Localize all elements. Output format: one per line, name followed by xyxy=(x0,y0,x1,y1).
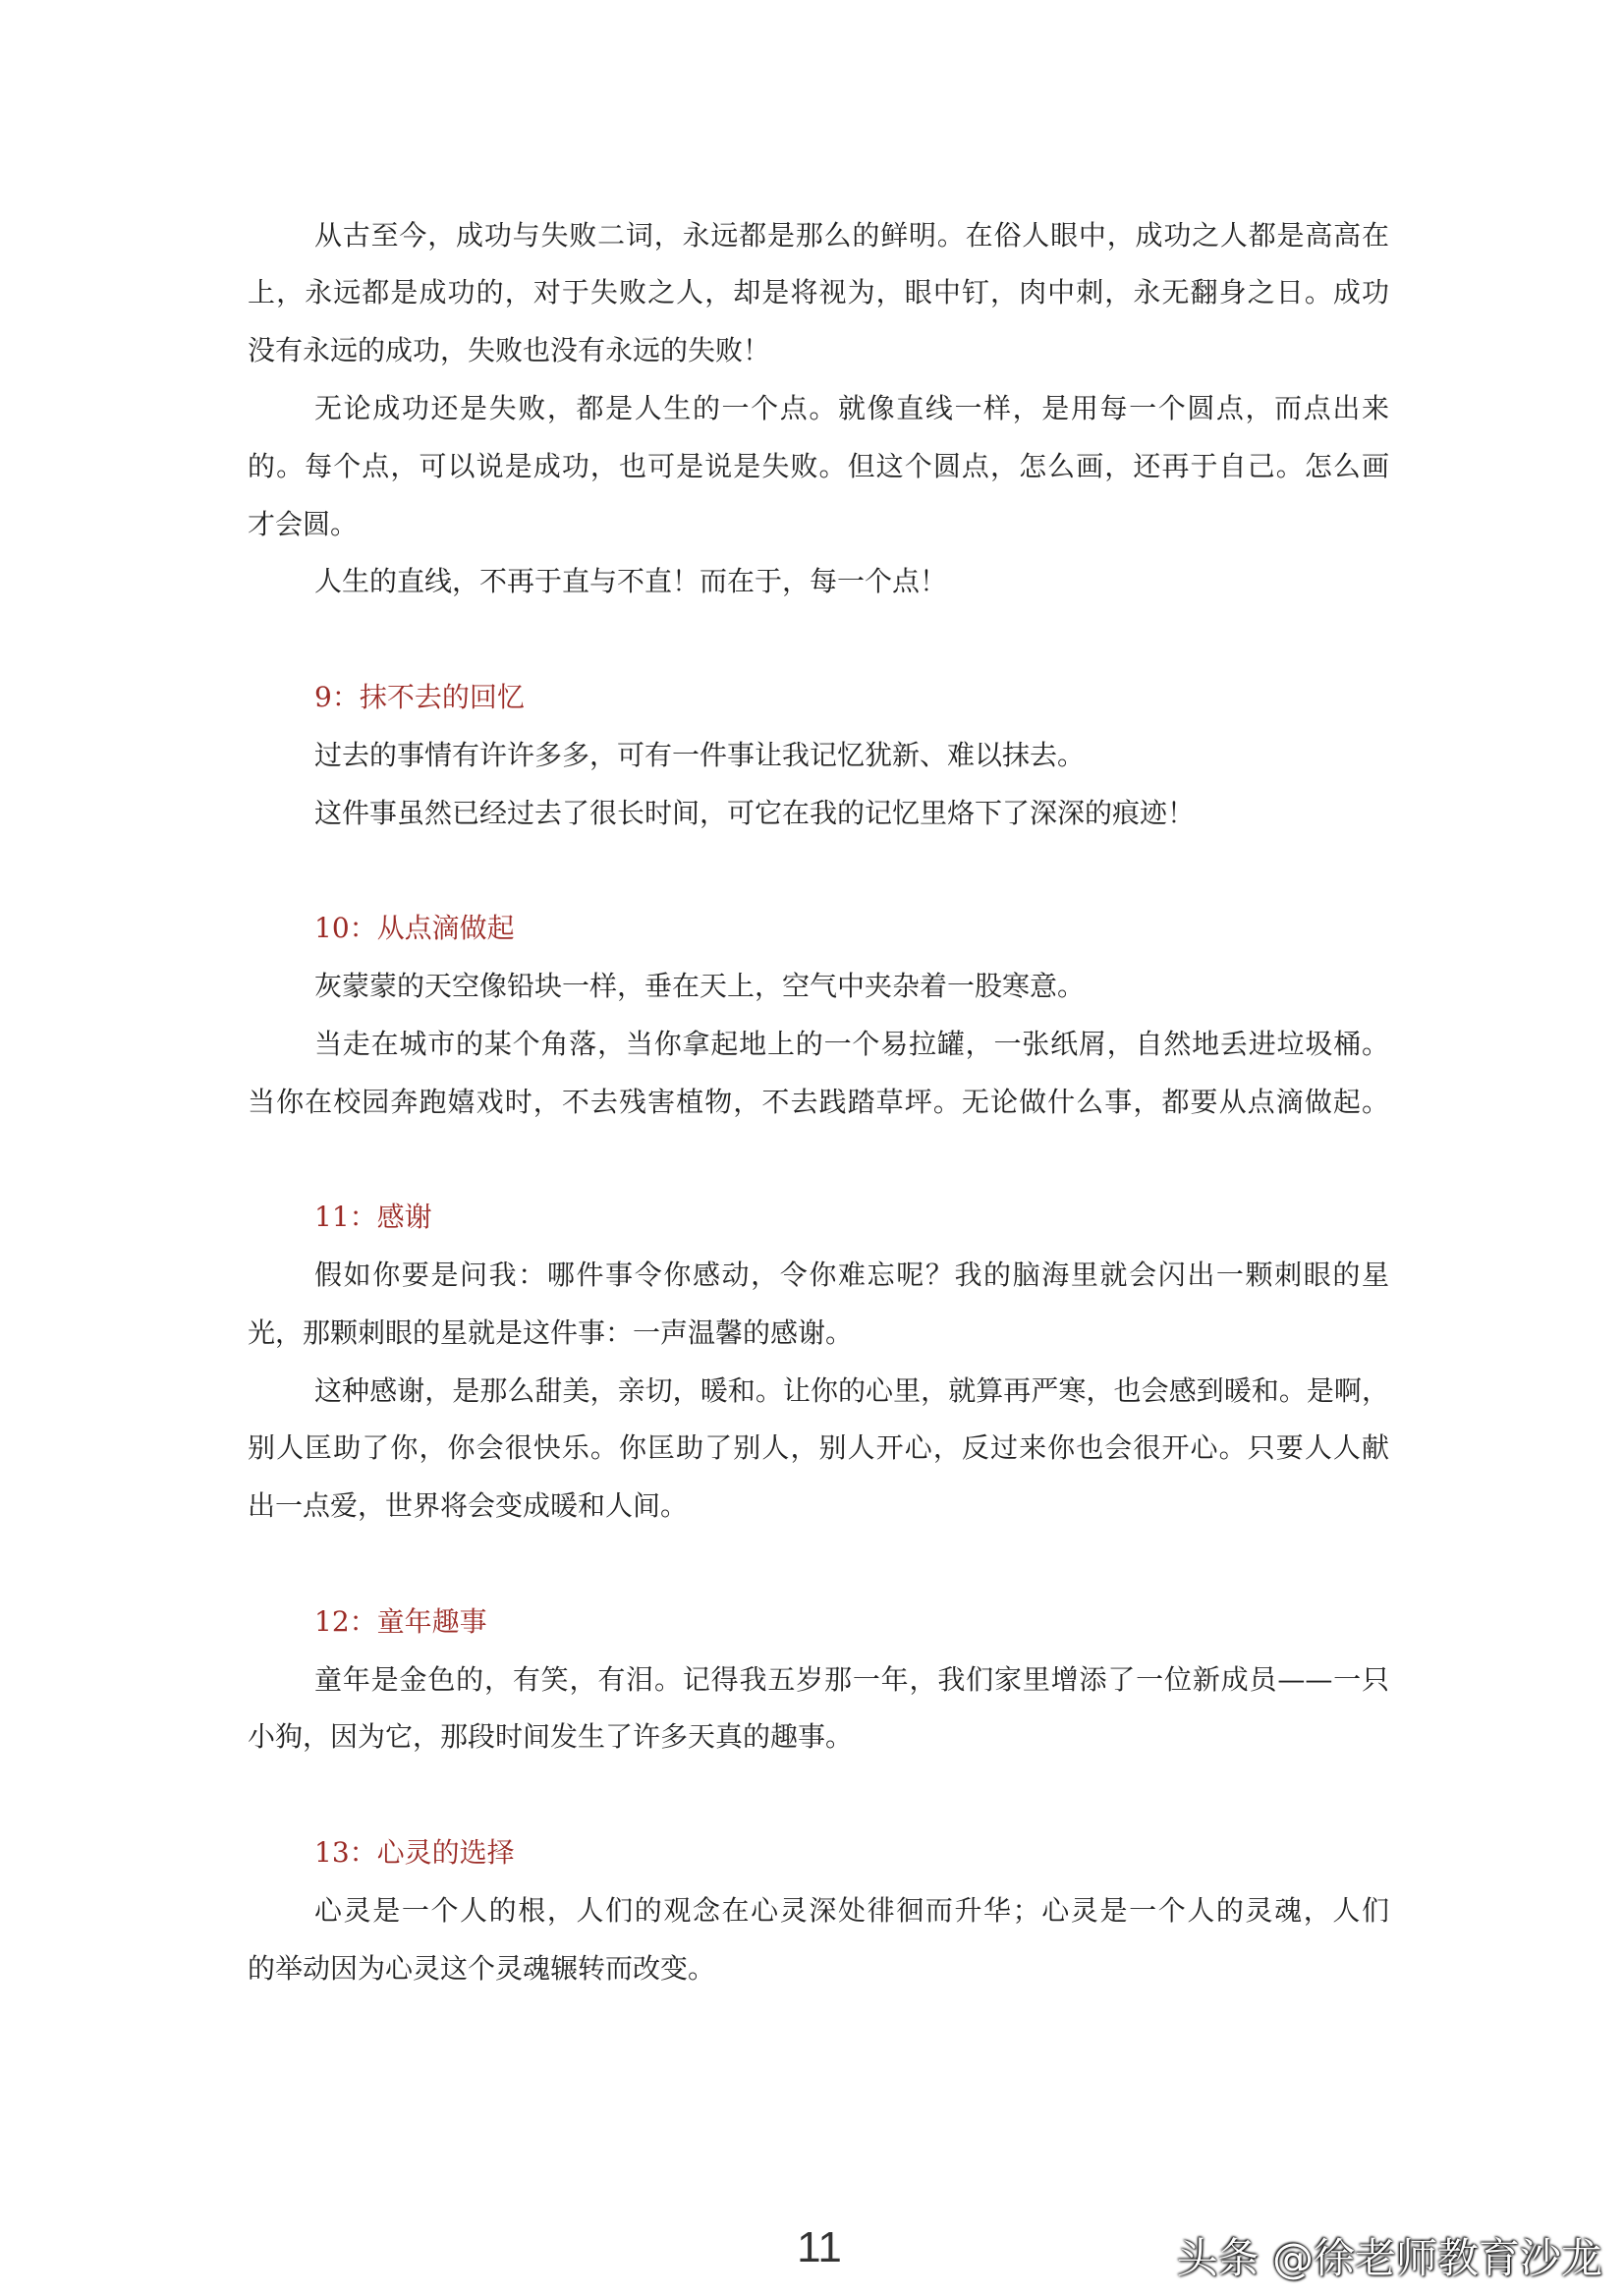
paragraph-line: 的举动因为心灵这个灵魂辗转而改变。 xyxy=(248,1951,716,1985)
paragraph xyxy=(248,1016,1389,1132)
paragraph-line: 心灵是一个人的根，人们的观念在心灵深处徘徊而升华；心灵是一个人的灵魂，人们 xyxy=(314,1893,1389,1927)
section-heading: 11：感谢 xyxy=(314,1201,432,1234)
paragraph-line: 小狗，因为它，那段时间发生了许多天真的趣事。 xyxy=(248,1720,854,1754)
paragraph-line: 童年是金色的，有笑，有泪。记得我五岁那一年，我们家里增添了一位新成员——一只 xyxy=(314,1662,1389,1696)
section-9 xyxy=(248,669,1389,842)
paragraph-line: 灰蒙蒙的天空像铅块一样，垂在天上，空气中夹杂着一股寒意。 xyxy=(314,969,1086,1002)
section-heading: 9：抹不去的回忆 xyxy=(314,680,525,713)
paragraph-line: 假如你要是问我：哪件事令你感动，令你难忘呢？我的脑海里就会闪出一颗刺眼的星 xyxy=(314,1258,1389,1291)
paragraph-line: 别人匡助了你，你会很快乐。你匡助了别人，别人开心，反过来你也会很开心。只要人人献 xyxy=(248,1431,1389,1465)
section-10 xyxy=(248,900,1389,1131)
paragraph-line: 的。每个点，可以说是成功，也可是说是失败。但这个圆点，怎么画，还再于自己。怎么画 xyxy=(248,449,1389,482)
paragraph-line: 出一点爱，世界将会变成暖和人间。 xyxy=(248,1489,689,1523)
paragraph-line: 没有永远的成功，失败也没有永远的失败！ xyxy=(248,334,771,367)
section-heading: 12：童年趣事 xyxy=(314,1604,487,1638)
paragraph-line: 过去的事情有许许多多，可有一件事让我记忆犹新、难以抹去。 xyxy=(314,738,1086,771)
paragraph-line: 上，永远都是成功的，对于失败之人，却是将视为，眼中钉，肉中刺，永无翻身之日。成功 xyxy=(248,276,1389,309)
article-body xyxy=(248,207,1389,1998)
intro-paragraph xyxy=(248,380,1389,553)
paragraph xyxy=(248,1363,1389,1536)
paragraph-line: 当你在校园奔跑嬉戏时，不去残害植物，不去践踏草坪。无论做什么事，都要从点滴做起。 xyxy=(248,1085,1389,1118)
paragraph xyxy=(248,1882,1389,1998)
paragraph xyxy=(248,785,1389,843)
section-12 xyxy=(248,1594,1389,1766)
paragraph-line: 光，那颗刺眼的星就是这件事：一声温馨的感谢。 xyxy=(248,1316,854,1349)
paragraph xyxy=(248,727,1389,785)
paragraph xyxy=(248,1247,1389,1363)
section-heading: 13：心灵的选择 xyxy=(314,1835,515,1869)
section-13 xyxy=(248,1824,1389,1997)
paragraph-line: 当走在城市的某个角落，当你拿起地上的一个易拉罐，一张纸屑，自然地丢进垃圾桶。 xyxy=(314,1027,1389,1060)
intro-paragraph xyxy=(248,553,1389,611)
paragraph xyxy=(248,1652,1389,1767)
page-number: 11 xyxy=(797,2223,842,2271)
watermark: 头条 @徐老师教育沙龙 xyxy=(1176,2234,1602,2282)
paragraph-line: 才会圆。 xyxy=(248,507,359,540)
paragraph xyxy=(248,958,1389,1016)
section-heading: 10：从点滴做起 xyxy=(314,912,515,945)
paragraph-line: 这件事虽然已经过去了很长时间，可它在我的记忆里烙下了深深的痕迹！ xyxy=(314,796,1196,829)
paragraph-line: 从古至今，成功与失败二词，永远都是那么的鲜明。在俗人眼中，成功之人都是高高在 xyxy=(314,218,1389,252)
section-11 xyxy=(248,1189,1389,1536)
paragraph-line: 无论成功还是失败，都是人生的一个点。就像直线一样，是用每一个圆点，而点出来 xyxy=(314,391,1389,424)
intro-paragraph xyxy=(248,207,1389,380)
paragraph-line: 这种感谢，是那么甜美，亲切，暖和。让你的心里，就算再严寒，也会感到暖和。是啊， xyxy=(314,1373,1389,1407)
paragraph-line: 人生的直线，不再于直与不直！而在于，每一个点！ xyxy=(314,565,948,598)
